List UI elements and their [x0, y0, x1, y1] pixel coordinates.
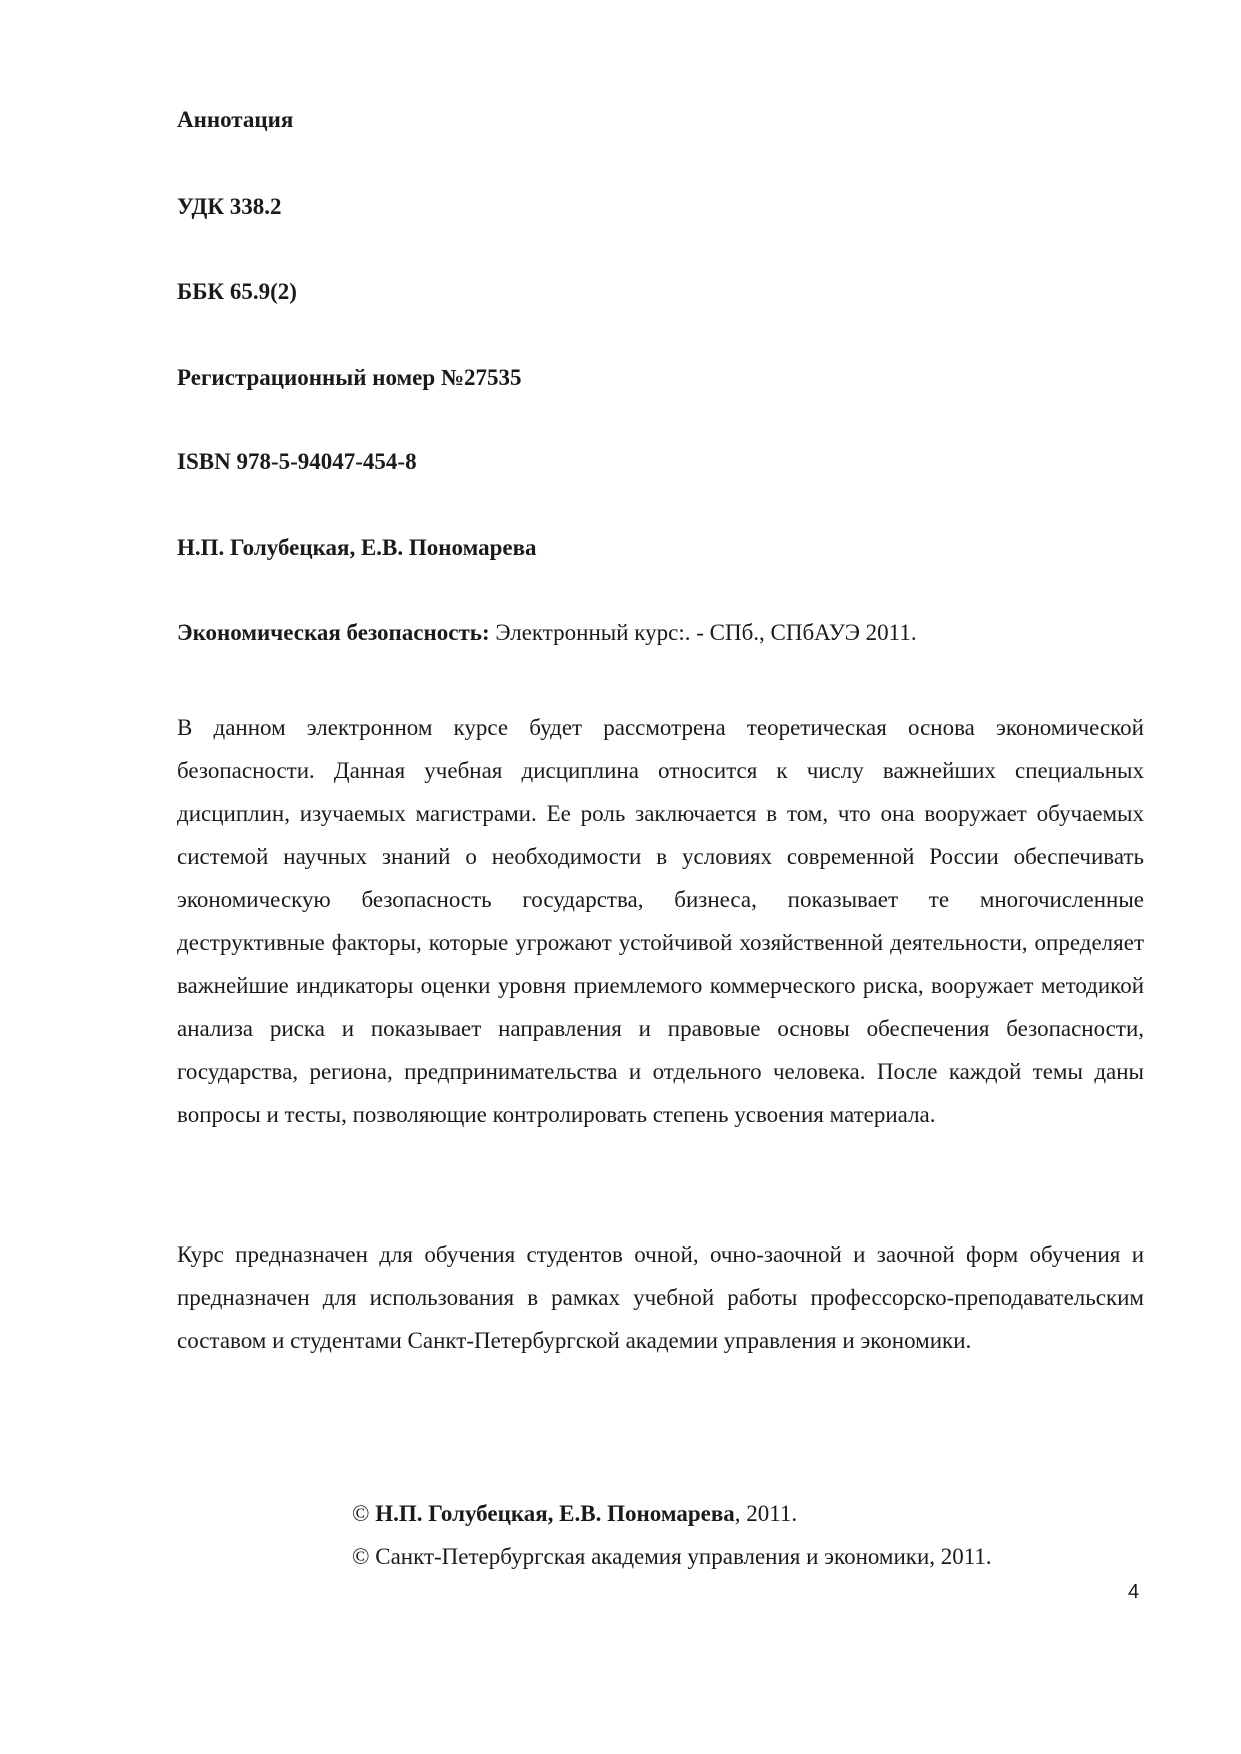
annotation-heading: Аннотация — [177, 107, 294, 132]
bbk-code: ББК 65.9(2) — [177, 279, 297, 304]
udk-code: УДК 338.2 — [177, 194, 282, 219]
page-number: 4 — [1128, 1581, 1140, 1603]
authors: Н.П. Голубецкая, Е.В. Пономарева — [177, 535, 537, 560]
copyright-year: , 2011. — [734, 1501, 798, 1526]
copyright-symbol: © — [352, 1501, 376, 1526]
registration-number: Регистрационный номер №27535 — [177, 365, 522, 390]
copyright-academy: © Санкт-Петербургская академия управления и экономики, 2011. — [352, 1544, 992, 1569]
citation — [177, 619, 917, 647]
citation-title: Экономическая безопасность: — [177, 620, 490, 645]
isbn: ISBN 978-5-94047-454-8 — [177, 449, 417, 474]
citation-details: Электронный курс:. - СПб., СПбАУЭ 2011. — [489, 620, 917, 645]
copyright-author-names: Н.П. Голубецкая, Е.В. Пономарева — [375, 1501, 735, 1526]
audience-paragraph: Курс предназначен для обучения студентов очной, очно-заочной и заочной форм обучения и предназначен для использования в рамках учебной работы профессорско-преподавательским составом и студентами Санкт-Петербургской академии управления и экономики. — [177, 1242, 1144, 1353]
description-paragraph: В данном электронном курсе будет рассмотрена теоретическая основа экономической безопасности. Данная учебная дисциплина относится к числу важнейших специальных дисциплин, изучаемых магистрами. Ее роль заключается в том, что она вооружает обучаемых системой научных знаний о необходимости в условиях современной России обеспечивать экономическую безопасность государства, бизнеса, показывает те многочисленные деструктивные факторы, которые угрожают устойчивой хозяйственной деятельности, определяет важнейшие индикаторы оценки уровня приемлемого коммерческого риска, вооружает методикой анализа риска и показывает направления и правовые основы обеспечения безопасности, государства, региона, предпринимательства и отдельного человека. После каждой темы даны вопросы и тесты, позволяющие контролировать степень усвоения материала. — [177, 715, 1144, 1127]
copyright-authors — [352, 1500, 797, 1528]
